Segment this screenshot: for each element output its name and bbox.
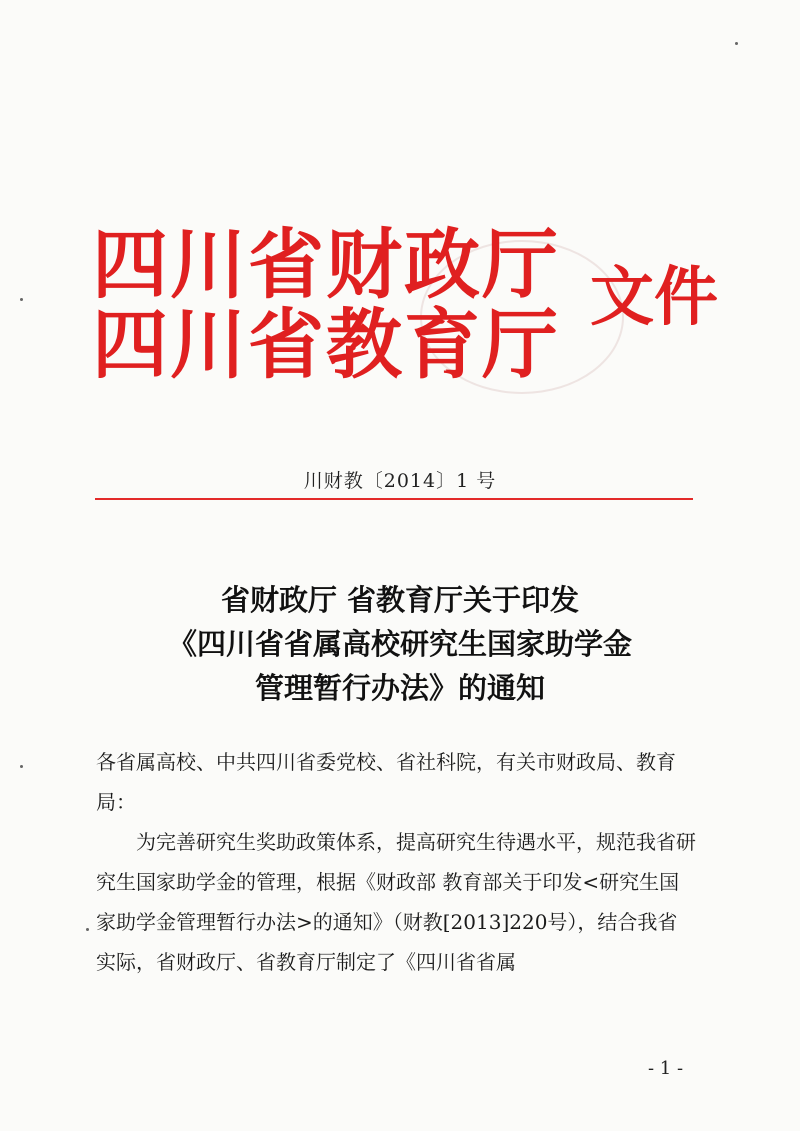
issuer-finance-department: [92, 220, 560, 309]
issuer-char: 川: [170, 220, 246, 309]
issuer-char: 四: [92, 220, 168, 309]
issuer-char: 厅: [482, 220, 558, 309]
document-suffix: 文件: [590, 260, 718, 335]
scan-speck: [20, 298, 23, 301]
issuer-char: 政: [404, 220, 480, 309]
document-number: 川财教〔2014〕1 号: [303, 470, 497, 492]
issuer-char: 育: [404, 300, 480, 389]
document-body: [96, 742, 696, 982]
issuer-char: 川: [170, 300, 246, 389]
issuer-char: 财: [326, 220, 402, 309]
issuer-char: 省: [248, 300, 324, 389]
issuer-char: 省: [248, 220, 324, 309]
title-line-1: 省财政厅 省教育厅关于印发: [220, 583, 580, 617]
document-header: [92, 220, 732, 389]
scan-speck: [20, 765, 23, 768]
title-line-3: 管理暂行办法》的通知: [254, 671, 545, 705]
issuer-education-department: [92, 300, 560, 389]
page-number: - 1 -: [648, 1058, 684, 1079]
red-divider: [95, 498, 693, 500]
scan-speck: [86, 928, 89, 931]
document-title: [0, 578, 800, 710]
issuer-char: 教: [326, 300, 402, 389]
scan-speck: [735, 42, 738, 45]
issuer-char: 厅: [482, 300, 558, 389]
issuer-char: 四: [92, 300, 168, 389]
addressee: 各省属高校、中共四川省委党校、省社科院，有关市财政局、教育局：: [96, 750, 676, 814]
title-line-2: 《四川省省属高校研究生国家助学金: [167, 627, 632, 661]
body-paragraph: 为完善研究生奖助政策体系，提高研究生待遇水平，规范我省研究生国家助学金的管理，根据《财政部 教育部关于印发<研究生国家助学金管理暂行办法>的通知》（财教[2013]220号），结合我省实际，省财政厅、省教育厅制定了《四川省省属: [96, 830, 696, 974]
